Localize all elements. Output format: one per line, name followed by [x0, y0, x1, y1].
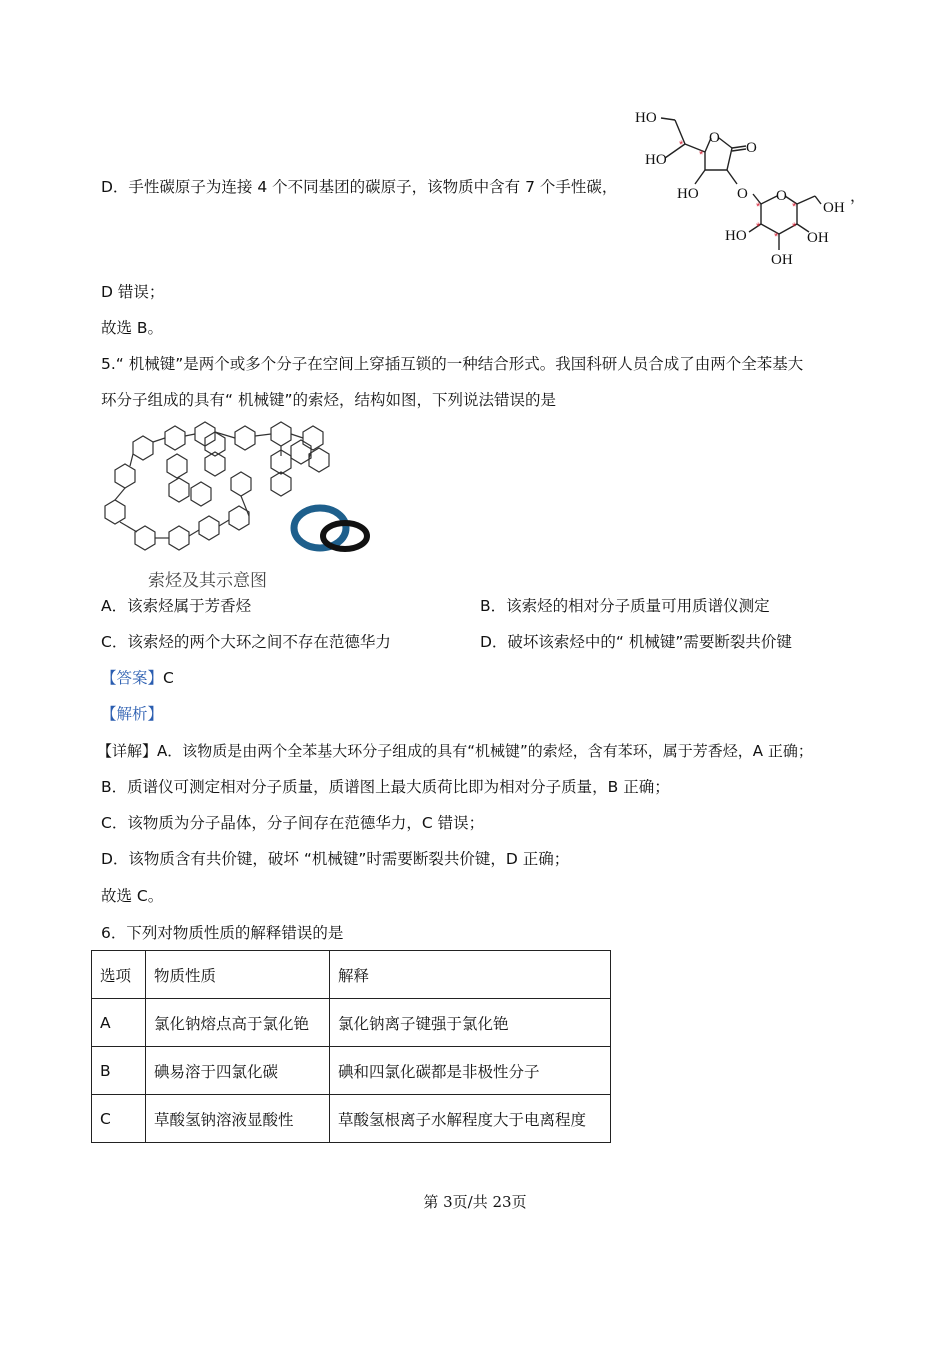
table-cell: B — [92, 1047, 146, 1095]
answer-tag: 【答案】 — [101, 669, 164, 687]
table-cell: C — [92, 1095, 146, 1143]
ho-label: HO — [635, 110, 657, 126]
table-cell: 草酸氢钠溶液显酸性 — [146, 1095, 330, 1143]
chiral-star: * — [756, 221, 761, 233]
o-label: O — [709, 130, 720, 146]
catenane-structure — [95, 418, 380, 568]
chiral-star: * — [679, 139, 684, 151]
table-cell: 草酸氢根离子水解程度大于电离程度 — [330, 1095, 611, 1143]
table-cell: 碘易溶于四氯化碳 — [146, 1047, 330, 1095]
choose-b: 故选 B。 — [101, 319, 164, 337]
q6-table — [91, 950, 611, 1143]
oh-label: OH — [823, 200, 845, 216]
ho-label: HO — [725, 228, 747, 244]
answer-value: C — [163, 669, 174, 687]
header-cell: 解释 — [330, 951, 611, 999]
page-footer: 第 3页/共 23页 — [423, 1193, 527, 1211]
d-wrong: D 错误； — [101, 283, 165, 301]
table-header-row — [92, 951, 611, 999]
analysis-tag: 【解析】 — [101, 705, 164, 723]
answer-line — [101, 668, 174, 688]
q6-stem: 6．下列对物质性质的解释错误的是 — [101, 924, 344, 942]
detail-b: B．质谱仪可测定相对分子质量，质谱图上最大质荷比即为相对分子质量，B 正确； — [101, 778, 670, 796]
ho-label: HO — [677, 186, 699, 202]
o-label: O — [737, 186, 748, 202]
chiral-star: * — [774, 231, 779, 243]
oh-label: OH — [807, 230, 829, 246]
o-label: O — [746, 140, 757, 156]
detail-d: D．该物质含有共价键，破坏 “机械键”时需要断裂共价键，D 正确； — [101, 850, 570, 868]
q5-stem-2: 环分子组成的具有“ 机械键”的索烃，结构如图，下列说法错误的是 — [101, 391, 556, 409]
q5-option-d: D．破坏该索烃中的“ 机械键”需要断裂共价键 — [480, 633, 792, 651]
table-row — [92, 1095, 611, 1143]
table-row — [92, 999, 611, 1047]
header-cell: 选项 — [92, 951, 146, 999]
comma: ， — [850, 187, 866, 205]
figure-caption: 索烃及其示意图 — [148, 571, 267, 591]
detail-c: C．该物质为分子晶体，分子间存在范德华力，C 错误； — [101, 814, 485, 832]
q5-option-a: A．该索烃属于芳香烃 — [101, 597, 252, 615]
ascorbic-glucoside-structure — [625, 100, 865, 270]
chiral-star: * — [792, 221, 797, 233]
option-d-text: D．手性碳原子为连接 4 个不同基团的碳原子，该物质中含有 7 个手性碳， — [101, 178, 618, 196]
q5-stem-1: 5.“ 机械键”是两个或多个分子在空间上穿插互锁的一种结合形式。我国科研人员合成了由两个全苯基大 — [101, 355, 804, 373]
chiral-star: * — [699, 149, 704, 161]
chiral-star: * — [792, 201, 797, 213]
table-row — [92, 1047, 611, 1095]
q5-option-c: C．该索烃的两个大环之间不存在范德华力 — [101, 633, 391, 651]
detail-a: 【详解】A．该物质是由两个全苯基大环分子组成的具有“机械键”的索烃，含有苯环，属于芳香烃，A 正确； — [97, 742, 813, 760]
table-cell: A — [92, 999, 146, 1047]
header-cell: 物质性质 — [146, 951, 330, 999]
ho-label: HO — [645, 152, 667, 168]
o-label: O — [776, 188, 787, 204]
table-cell: 氯化钠离子键强于氯化铯 — [330, 999, 611, 1047]
table-cell: 碘和四氯化碳都是非极性分子 — [330, 1047, 611, 1095]
choose-c: 故选 C。 — [101, 887, 164, 905]
table-cell: 氯化钠熔点高于氯化铯 — [146, 999, 330, 1047]
oh-label: OH — [771, 252, 793, 268]
q5-option-b: B．该索烃的相对分子质量可用质谱仪测定 — [480, 597, 770, 615]
chiral-star: * — [756, 201, 761, 213]
